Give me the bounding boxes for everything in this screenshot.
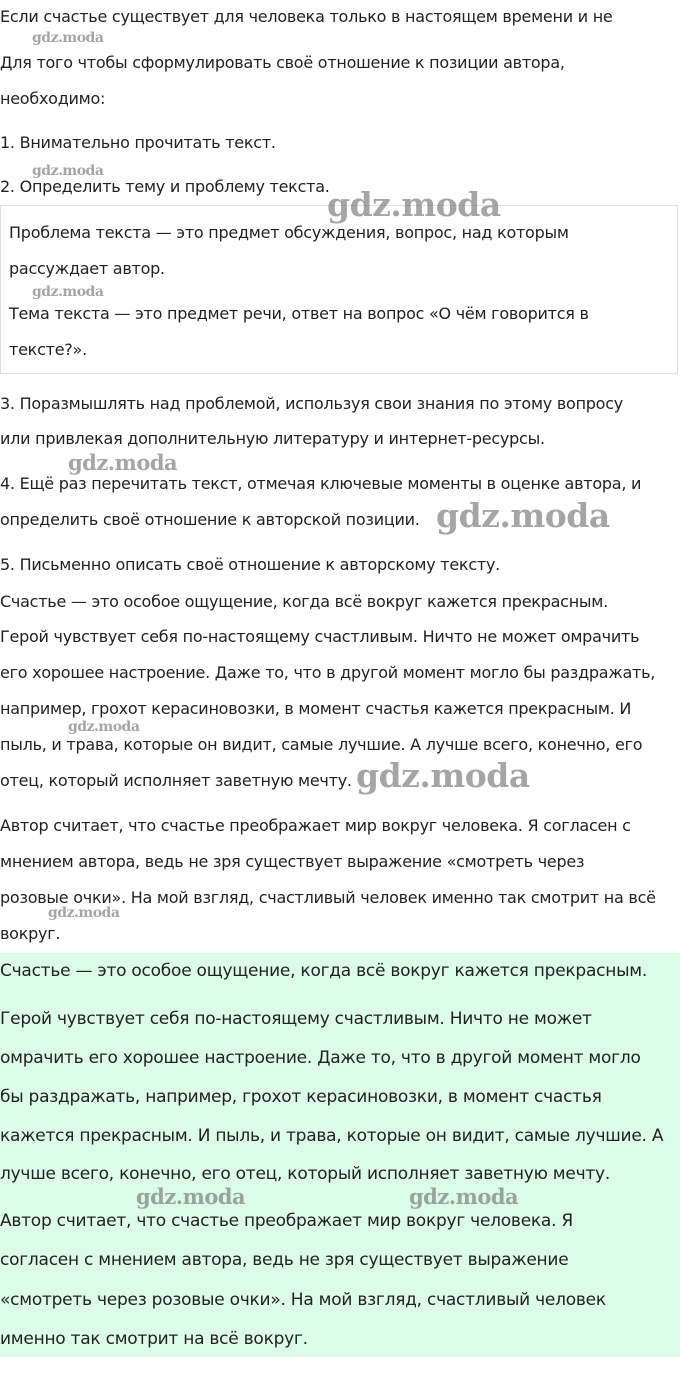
intro-line: Если счастье существует для человека только в настоящем времени и не [0,7,613,26]
watermark: gdz.moda [409,1184,519,1209]
highlight-line: Герой чувствует себя по-настоящему счастливым. Ничто не может [0,1009,592,1029]
topic-definition: тексте?». [9,340,87,359]
watermark: gdz.moda [136,1184,246,1209]
intro-line: Для того чтобы сформулировать своё отношение к позиции автора, [0,53,565,72]
highlight-line: Счастье — это особое ощущение, когда всё вокруг кажется прекрасным. [0,961,647,981]
watermark: gdz.moda [32,30,104,46]
watermark: gdz.moda [436,496,610,535]
watermark: gdz.moda [68,450,178,475]
highlight-line: Автор считает, что счастье преображает мир вокруг человека. Я [0,1211,573,1231]
answer-line: его хорошее настроение. Даже то, что в другой момент могло бы раздражать, [0,663,656,682]
highlight-line: «смотреть через розовые очки». На мой взгляд, счастливый человек [0,1290,606,1310]
answer-line: Автор считает, что счастье преображает мир вокруг человека. Я согласен с [0,816,631,835]
highlight-line: лучше всего, конечно, его отец, который исполняет заветную мечту. [0,1164,610,1184]
highlight-line: бы раздражать, например, грохот керасиновозки, в момент счастья [0,1087,602,1107]
step-3: 3. Поразмышлять над проблемой, используя свои знания по этому вопросу [0,394,623,413]
step-5: 5. Письменно описать своё отношение к авторскому тексту. [0,555,501,574]
answer-line: пыль, и трава, которые он видит, самые лучшие. А лучше всего, конечно, его [0,735,643,754]
answer-line: розовые очки». На мой взгляд, счастливый человек именно так смотрит на всё [0,888,656,907]
watermark: gdz.moda [327,185,501,224]
answer-line: например, грохот керасиновозки, в момент счастья кажется прекрасным. И [0,699,632,718]
highlight-line: согласен с мнением автора, ведь не зря существует выражение [0,1250,569,1270]
step-4: определить своё отношение к авторской позиции. [0,510,420,529]
highlighted-answer [0,953,680,1357]
intro-line: необходимо: [0,89,106,108]
watermark: gdz.moda [48,905,120,921]
watermark: gdz.moda [32,163,104,179]
problem-definition: Проблема текста — это предмет обсуждения, вопрос, над которым [9,223,569,242]
answer-line: Счастье — это особое ощущение, когда всё вокруг кажется прекрасным. [0,592,608,611]
problem-definition: рассуждает автор. [9,259,165,278]
watermark: gdz.moda [68,719,140,735]
answer-line: мнением автора, ведь не зря существует выражение «смотреть через [0,852,585,871]
highlight-line: именно так смотрит на всё вокруг. [0,1329,308,1349]
answer-line: вокруг. [0,924,61,943]
step-4: 4. Ещё раз перечитать текст, отмечая ключевые моменты в оценке автора, и [0,474,642,493]
step-2: 2. Определить тему и проблему текста. [0,177,330,196]
watermark: gdz.moda [32,284,104,300]
step-3: или привлекая дополнительную литературу и интернет-ресурсы. [0,429,545,448]
highlight-line: омрачить его хорошее настроение. Даже то, что в другой момент могло [0,1048,641,1068]
highlight-line: кажется прекрасным. И пыль, и трава, которые он видит, самые лучшие. А [0,1126,664,1146]
watermark: gdz.moda [356,756,530,795]
step-1: 1. Внимательно прочитать текст. [0,133,276,152]
answer-line: Герой чувствует себя по-настоящему счастливым. Ничто не может омрачить [0,627,640,646]
answer-line: отец, который исполняет заветную мечту. [0,771,352,790]
topic-definition: Тема текста — это предмет речи, ответ на вопрос «О чём говорится в [9,304,589,323]
